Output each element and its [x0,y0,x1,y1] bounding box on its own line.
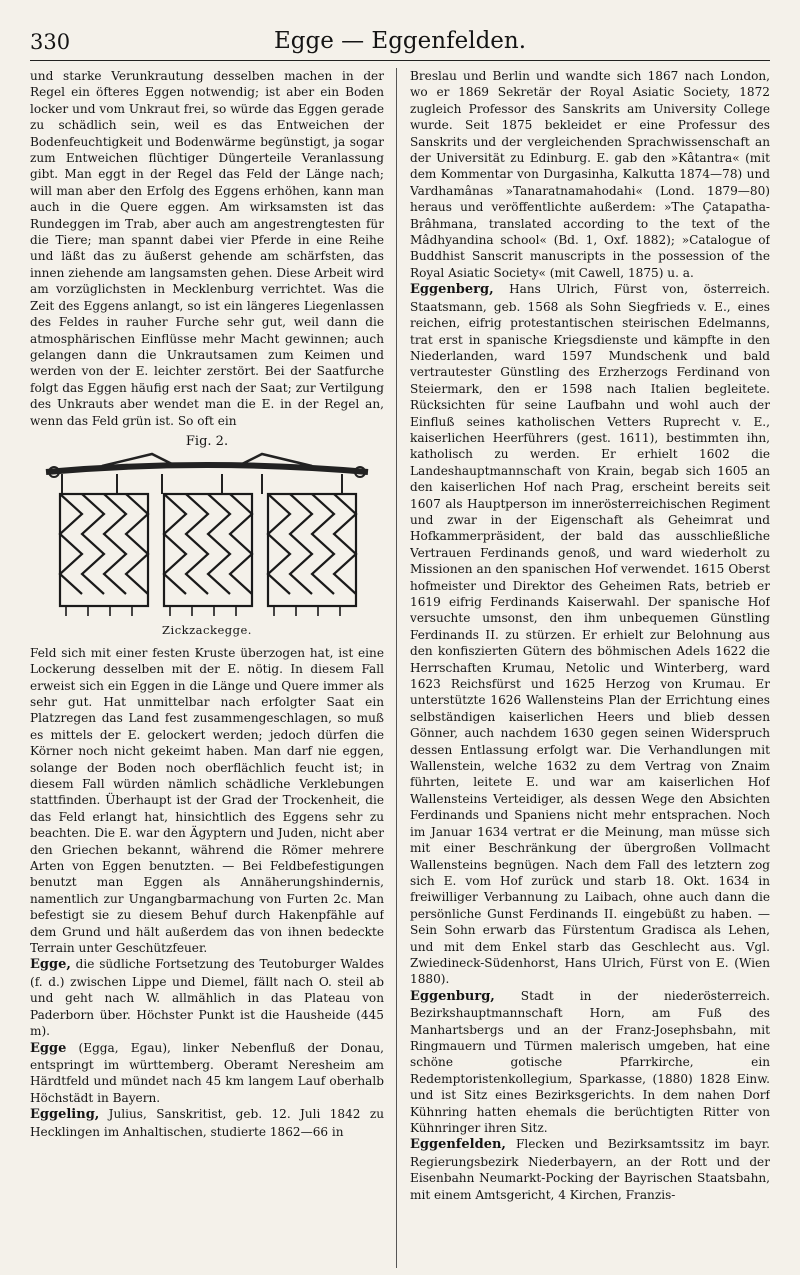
entry-eggenburg [410,988,770,1137]
entry-text: Julius, Sanskritist, geb. 12. Juli 1842 zu Hecklingen im Anhaltischen, studierte 1862—66 in [30,1107,384,1139]
running-title: Egge — Eggenfelden. [273,28,527,54]
column-rule [396,68,397,1268]
lemma: Egge, [30,957,71,973]
entry-egge-mountains [30,956,384,1039]
entry-text: Hans Ulrich, Fürst von, österreich. Staatsmann, geb. 1568 als Sohn Siegfrieds v. E., eines reichen, eifrig protestantischen steirischen Edelmanns, trat erst in spanische Kriegsdienste und kämpfte in den Niederlanden, ward 1597 Mundschenk und bald vertrautester Günstling des Erzherzogs Ferdinand von Steiermark, den er 1598 nach Italien begleitete. Rücksichten für seine Laufbahn und wohl auch der Einfluß seines katholischen Vetters Ruprecht v. E., kaiserlichen Heerführers (gest. 1611), bestimmten ihn, katholisch zu werden. Er erhielt 1602 die Landeshauptmannschaft von Krain, begab sich 1605 an den kaiserlichen Hof nach Prag, erscheint bereits seit 1607 als Hauptperson im innerösterreichischen Regiment und zwar in der Eigenschaft als Geheimrat und Hofkammerpräsident, der bald das ausschließliche Vertrauen Ferdinands genoß, und ward wiederholt zu Missionen an den spanischen Hof verwendet. 1615 Oberst hofmeister und Direktor des Geheimen Rats, betrieb er 1619 eifrig Ferdinands Kaiserwahl. Der spanische Hof versuchte umsonst, den ihm unbequemen Günstling Ferdinands II. zu stürzen. Er erhielt zur Belohnung aus den konfiszierten Gütern des böhmischen Adels 1622 die Herrschaften Krumau, Netolic und Winterberg, ward 1623 Reichsfürst und 1625 Herzog von Krumau. Er unterstützte 1626 Wallensteins Plan der Errichtung eines selbständigen kaiserlichen Heers und blieb dessen Gönner, auch nachdem 1630 gegen seinen Widerspruch dessen Entlassung erfolgt war. Die Verhandlungen mit Wallenstein, welche 1632 zu dem Vertrag von Znaim führten, leitete E. und war am kaiserlichen Hof Wallensteins Verteidiger, als dessen Wege den Absichten Ferdinands und Spaniens nicht mehr entsprachen. Noch im Januar 1634 vertrat er die Meinung, man müsse sich mit einer Beschränkung der übergroßen Vollmacht Wallensteins begnügen. Nach dem Fall des letztern zog sich E. vom Hof zurück und starb 18. Okt. 1634 in freiwilliger Verbannung zu Laibach, ohne auch dann die persönliche Gunst Ferdinands II. eingebüßt zu haben. — Sein Sohn erwarb das Fürstentum Gradisca als Lehen, und mit dem Enkel starb das Geschlecht aus. Vgl. Zwiedineck-Südenhorst, Hans Ulrich, Fürst von E. (Wien 1880). [410,282,770,987]
egge-article-continuation: und starke Verunkrautung desselben machen in der Regel ein öfteres Eggen notwendig; ist aber ein Boden locker und vom Unkraut frei, so würde das Eggen gerade zu schädlich sein, weil es das Entweichen der Bodenfeuchtigkeit und Bodenwärme begünstigt, ja sogar zum Entweichen flüchtiger Düngerteile Veranlassung gibt. Man eggt in der Regel das Feld der Länge nach; will man aber den Erfolg des Eggens erhöhen, kann man auch in die Quere eggen. Am wirksamsten ist das Rundeggen im Trab, aber auch am angestrengtesten für die Tiere; man spannt dabei vier Pferde in eine Reihe und läßt das zu äußerst gehende am schärfsten, das innen ziehende am langsamsten gehen. Diese Arbeit wird am vorzüglichsten in Mecklenburg verrichtet. Was die Zeit des Eggens anlangt, so ist ein längeres Liegenlassen des Feldes in rauher Furche sehr gut, weil dann die atmosphärischen Einflüsse mehr Macht gewinnen; auch gelangen dann die Unkrautsamen zum Keimen und werden von der E. leichter zerstört. Bei der Saatfurche folgt das Eggen häufig erst nach der Saat; zur Vertilgung des Unkrauts aber wendet man die E. in der Regel an, wenn das Feld grün ist. So oft ein [30,69,384,428]
entry-text: die südliche Fortsetzung des Teutoburger Waldes (f. d.) zwischen Lippe und Diemel, fällt nach O. steil ab und geht nach W. allmählich in das Plateau von Paderborn über. Höchster Punkt ist die Hausheide (445 m). [30,957,384,1039]
eggeling-continuation: Breslau und Berlin und wandte sich 1867 nach London, wo er 1869 Sekretär der Royal Asiatic Society, 1872 zugleich Professor des Sanskrits am University College wurde. Seit 1875 bekleidet er eine Professur des Sanskrits und der vergleichenden Sprachwissenschaft an der Universität zu Edinburg. E. gab den »Kâtantra« (mit dem Kommentar von Durgasinha, Kalkutta 1874—78) und Vardhamânas »Tanaratnamahodahi« (Lond. 1879—80) heraus und veröffentlichte außerdem: »The Çatapatha-Brâhmana, translated according to the text of the Mâdhyandina school« (Bd. 1, Oxf. 1882); »Catalogue of Buddhist Sanscrit manuscripts in the possession of the Royal Asiatic Society« (mit Cawell, 1875) u. a. [410,69,770,280]
lemma: Egge [30,1040,67,1056]
lemma: Eggenfelden, [410,1137,506,1153]
page-number: 330 [30,30,71,54]
entry-egge-river [30,1040,384,1107]
figure-label: Fig. 2. [185,433,229,449]
egge-article-end: Feld sich mit einer festen Kruste überzogen hat, ist eine Lockerung desselben mit der E. nötig. In diesem Fall erweist sich ein Eggen in die Länge und Quere immer als sehr gut. Hat unmittelbar nach erfolgter Saat ein Platzregen das Land fest zusammengeschlagen, so muß es mittels der E. gelockert werden; jedoch dürfen die Körner noch nicht gekeimt haben. Man darf nie eggen, solange der Boden noch oberflächlich feucht ist; in diesem Fall würden nämlich schädliche Verklebungen stattfinden. Überhaupt ist der Grad der Trockenheit, die das Feld erlangt hat, hinsichtlich des Eggens sehr zu beachten. Die E. war den Ägyptern und Juden, nicht aber den Griechen bekannt, während die Römer mehrere Arten von Eggen benutzten. — Bei Feldbefestigungen benutzt man Eggen als Annäherungshindernis, namentlich zur Ungangbarmachung von Furten 2c. Man befestigt sie zu diesem Behuf durch Hakenpfähle auf dem Grund und hält außerdem das von ihnen bedeckte Terrain unter Geschützfeuer. [30,645,384,956]
entry-eggenberg [410,281,770,987]
entry-eggeling [30,1106,384,1140]
entry-text: Stadt in der niederösterreich. Bezirkshauptmannschaft Horn, am Fuß des Manhartsbergs und an der Franz-Josephsbahn, mit Ringmauern und Türmen malerisch umgeben, hat eine schöne gotische Pfarrkirche, ein Redemptoristenkollegium, Sparkasse, (1880) 1828 Einw. und ist Sitz eines Bezirksgerichts. In dem nahen Dorf Kühnring hatten ehemals die berüchtigten Ritter von Kühnringer ihren Sitz. [410,988,770,1135]
harrow-illustration [42,452,372,620]
entry-text: (Egga, Egau), linker Nebenfluß der Donau, entspringt im württemberg. Oberamt Neresheim am Härdtfeld und mündet nach 45 km langem Lauf oberhalb Höchstädt in Bayern. [30,1040,384,1105]
lemma: Eggenberg, [410,282,494,298]
figure-zickzackegge [30,434,384,639]
left-column [30,68,384,1268]
right-column [410,68,770,1268]
lemma: Eggeling, [30,1107,100,1123]
entry-text: Flecken und Bezirksamtssitz im bayr. Regierungsbezirk Niederbayern, an der Rott und der Eisenbahn Neumarkt-Pocking der Bayrischen Staatsbahn, mit einem Amtsgericht, 4 Kirchen, Franzis- [410,1137,770,1202]
lemma: Eggenburg, [410,988,495,1004]
figure-caption: Zickzackegge. [162,623,252,638]
page-header [30,26,770,61]
entry-eggenfelden [410,1136,770,1203]
